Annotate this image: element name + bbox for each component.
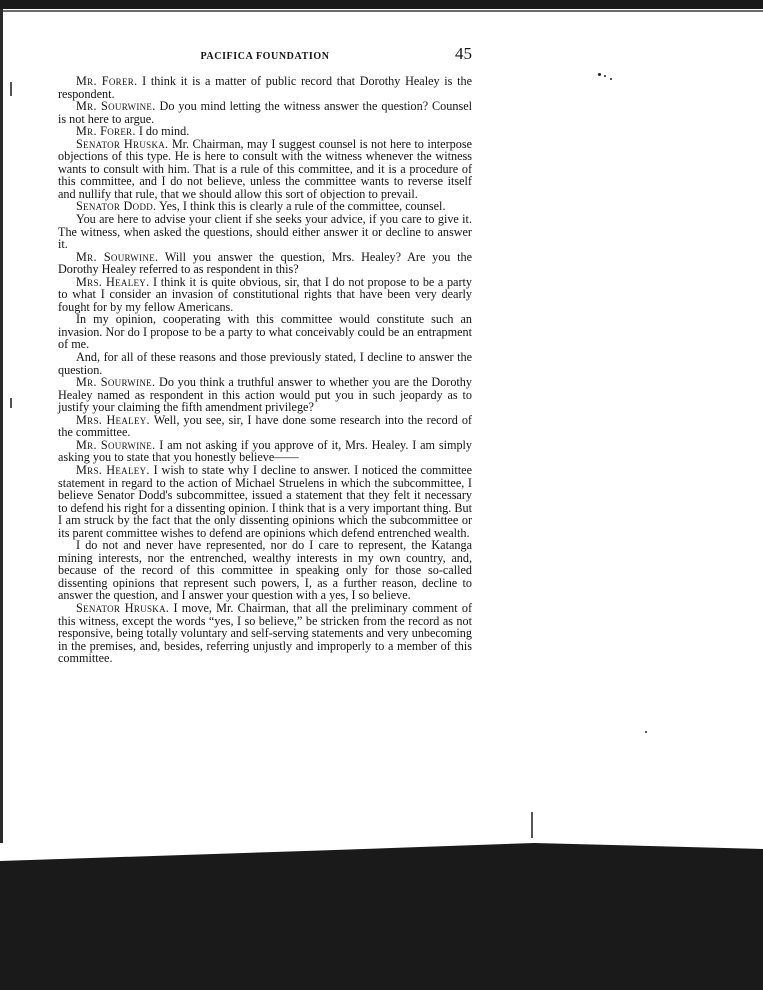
paragraph-text: In my opinion, cooperating with this committee would constitute such an invasion. Nor do I propose to be a party to what conceivably could be an entrapment of me. <box>58 312 472 352</box>
speaker-name: Senator Hruska. <box>76 600 170 615</box>
paragraph-text: Well, you see, sir, I have done some research into the record of the committee. <box>58 412 472 440</box>
transcript-paragraph <box>58 539 472 602</box>
paragraph-text: I move, Mr. Chairman, that all the preliminary comment of this witness, except the words “yes, I so believe,” be stricken from the record as not responsive, being totally voluntary and self-serving statements and very unbecoming in the premises, and, besides, referring unjustly and improperly to a member of this committee. <box>58 600 472 666</box>
paragraph-text: Do you mind letting the witness answer the question? Counsel is not here to argue. <box>58 99 473 126</box>
paragraph-text: I think it is quite obvious, sir, that I do not propose to be a party to what I consider an invasion of constitutional rights that have been very dearly fought for by my fellow Americans. <box>58 274 472 314</box>
speaker-name: Mrs. Healey. <box>76 412 150 427</box>
paragraph-text: You are here to advise your client if she seeks your advice, if you care to give it. The witness, when asked the questions, should either answer it or decline to answer it. <box>58 212 472 252</box>
transcript-paragraph <box>58 138 472 201</box>
transcript-paragraph <box>58 439 472 464</box>
paragraph-text: I am not asking if you approve of it, Mrs. Healey. I am simply asking you to state that you honestly believe—— <box>58 437 473 465</box>
paragraph-text: Will you answer the question, Mrs. Healey? Are you the Dorothy Healey referred to as respondent in this? <box>58 249 473 277</box>
scan-speck <box>645 731 647 733</box>
scan-speck <box>604 75 606 77</box>
scan-speck <box>598 73 601 76</box>
speaker-name: Mr. Sourwine. <box>76 437 156 452</box>
scan-border-top <box>0 0 763 9</box>
scan-gutter-mark <box>10 398 12 408</box>
speaker-name: Mr. Forer. <box>76 74 138 88</box>
page-number: 45 <box>455 44 472 63</box>
transcript-paragraph <box>58 276 472 314</box>
scan-border-bottom <box>0 843 763 990</box>
transcript-paragraph <box>58 75 472 100</box>
paragraph-text: I do not and never have represented, nor do I care to represent, the Katanga mining interests, nor the entrenched, wealthy interests in my own country, and, because of the record of this committee in speaking only for those so-called dissenting opinions that represent such powers, I, as a further reason, decline to answer the question, and I answer your question with a yes, I so believe. <box>58 538 472 603</box>
transcript-paragraph <box>58 376 472 414</box>
speaker-name: Mr. Sourwine. <box>76 375 156 390</box>
scan-border-left <box>0 9 3 843</box>
running-header <box>58 44 472 66</box>
speaker-name: Mr. Forer. <box>76 124 136 139</box>
speaker-name: Mrs. Healey. <box>76 274 150 289</box>
paragraph-text: And, for all of these reasons and those previously stated, I decline to answer the question. <box>58 350 472 377</box>
speaker-name: Senator Dodd. <box>76 199 157 214</box>
scan-gutter-mark <box>10 82 12 96</box>
transcript-paragraph <box>58 100 472 125</box>
paragraph-text: Mr. Chairman, may I suggest counsel is not here to interpose objections of this type. He is here to consult with the witness whenever the witness wants to consult with him. That is a rule of this committee, and it is a procedure of this committee, and I do not believe, unless the committee wants to reverse itself and nullify that rule, that we should allow this sort of objection to prevail. <box>58 136 472 201</box>
speaker-name: Senator Hruska. <box>76 136 169 151</box>
paragraph-text: I think it is a matter of public record that Dorothy Healey is the respondent. <box>58 74 473 101</box>
transcript-body <box>58 75 472 665</box>
paragraph-text: I do mind. <box>138 124 190 139</box>
transcript-paragraph <box>58 602 472 665</box>
transcript-paragraph <box>58 213 472 251</box>
speaker-name: Mr. Sourwine. <box>76 249 159 264</box>
paragraph-text: Do you think a truthful answer to whether you are the Dorothy Healey named as respondent in this action would put you in such jeopardy as to justify your claiming the fifth amendment privilege? <box>58 375 472 415</box>
scan-gutter-mark <box>531 812 533 838</box>
running-title: PACIFICA FOUNDATION <box>200 51 330 62</box>
paragraph-text: I wish to state why I decline to answer. I noticed the committee statement in regard to the action of Michael Struelens in which the subcommittee, I believe Senator Dodd's subcommittee, issued a statement that they felt it necessary to defend his right for a dissenting opinion. I think that is a very important thing. But I am struck by the fact that the only dissenting opinions which the subcommittee or its parent committee wishes to defend are opinions which defend entrenched wealth. <box>58 462 472 540</box>
document-page <box>58 44 472 665</box>
speaker-name: Mr. Sourwine. <box>76 99 156 114</box>
speaker-name: Mrs. Healey. <box>76 462 150 477</box>
transcript-paragraph <box>58 414 472 439</box>
transcript-paragraph <box>58 313 472 351</box>
transcript-paragraph <box>58 351 472 376</box>
transcript-paragraph <box>58 464 472 539</box>
paragraph-text: Yes, I think this is clearly a rule of the committee, counsel. <box>159 199 446 214</box>
scan-speck <box>610 78 612 80</box>
transcript-paragraph <box>58 251 472 276</box>
